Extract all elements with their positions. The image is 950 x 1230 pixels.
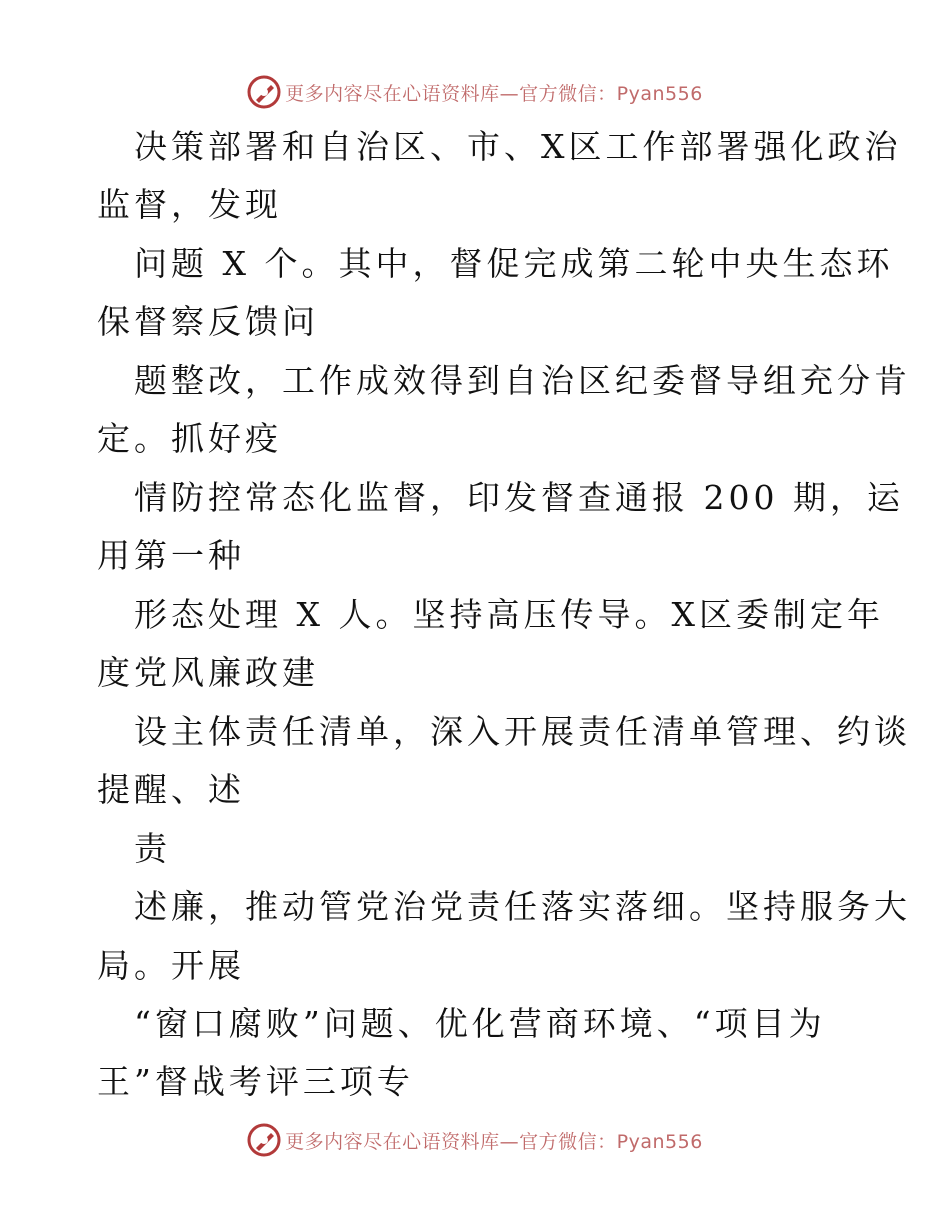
body-line: 责 xyxy=(97,829,171,868)
body-line: 监督，发现 xyxy=(97,185,282,224)
body-line: “窗口腐败”问题、优化营商环境、“项目为 xyxy=(97,1004,826,1043)
body-line: 题整改，工作成效得到自治区纪委督导组充分肯 xyxy=(97,361,911,400)
body-line: 度党风廉政建 xyxy=(97,653,319,692)
pen-logo-icon xyxy=(247,1123,281,1157)
body-line: 用第一种 xyxy=(97,536,245,575)
footer-banner-text: 更多内容尽在心语资料库—官方微信：Pyan556 xyxy=(285,1130,703,1153)
body-line: 王”督战考评三项专 xyxy=(97,1062,414,1101)
body-line: 定。抓好疫 xyxy=(97,419,282,458)
header-banner-text: 更多内容尽在心语资料库—官方微信：Pyan556 xyxy=(285,82,703,105)
body-line: 形态处理 X 人。坚持高压传导。X区委制定年 xyxy=(97,595,884,634)
footer-banner xyxy=(0,1120,950,1160)
body-line: 提醒、述 xyxy=(97,770,245,809)
body-line: 设主体责任清单，深入开展责任清单管理、约谈 xyxy=(97,712,911,751)
body-line: 局。开展 xyxy=(97,946,245,985)
body-line: 问题 X 个。其中，督促完成第二轮中央生态环 xyxy=(97,244,894,283)
body-line: 保督察反馈问 xyxy=(97,302,319,341)
body-line: 情防控常态化监督，印发督查通报 200 期，运 xyxy=(97,478,904,517)
body-line: 述廉，推动管党治党责任落实落细。坚持服务大 xyxy=(97,887,911,926)
body-line: 决策部署和自治区、市、X区工作部署强化政治 xyxy=(97,127,902,166)
